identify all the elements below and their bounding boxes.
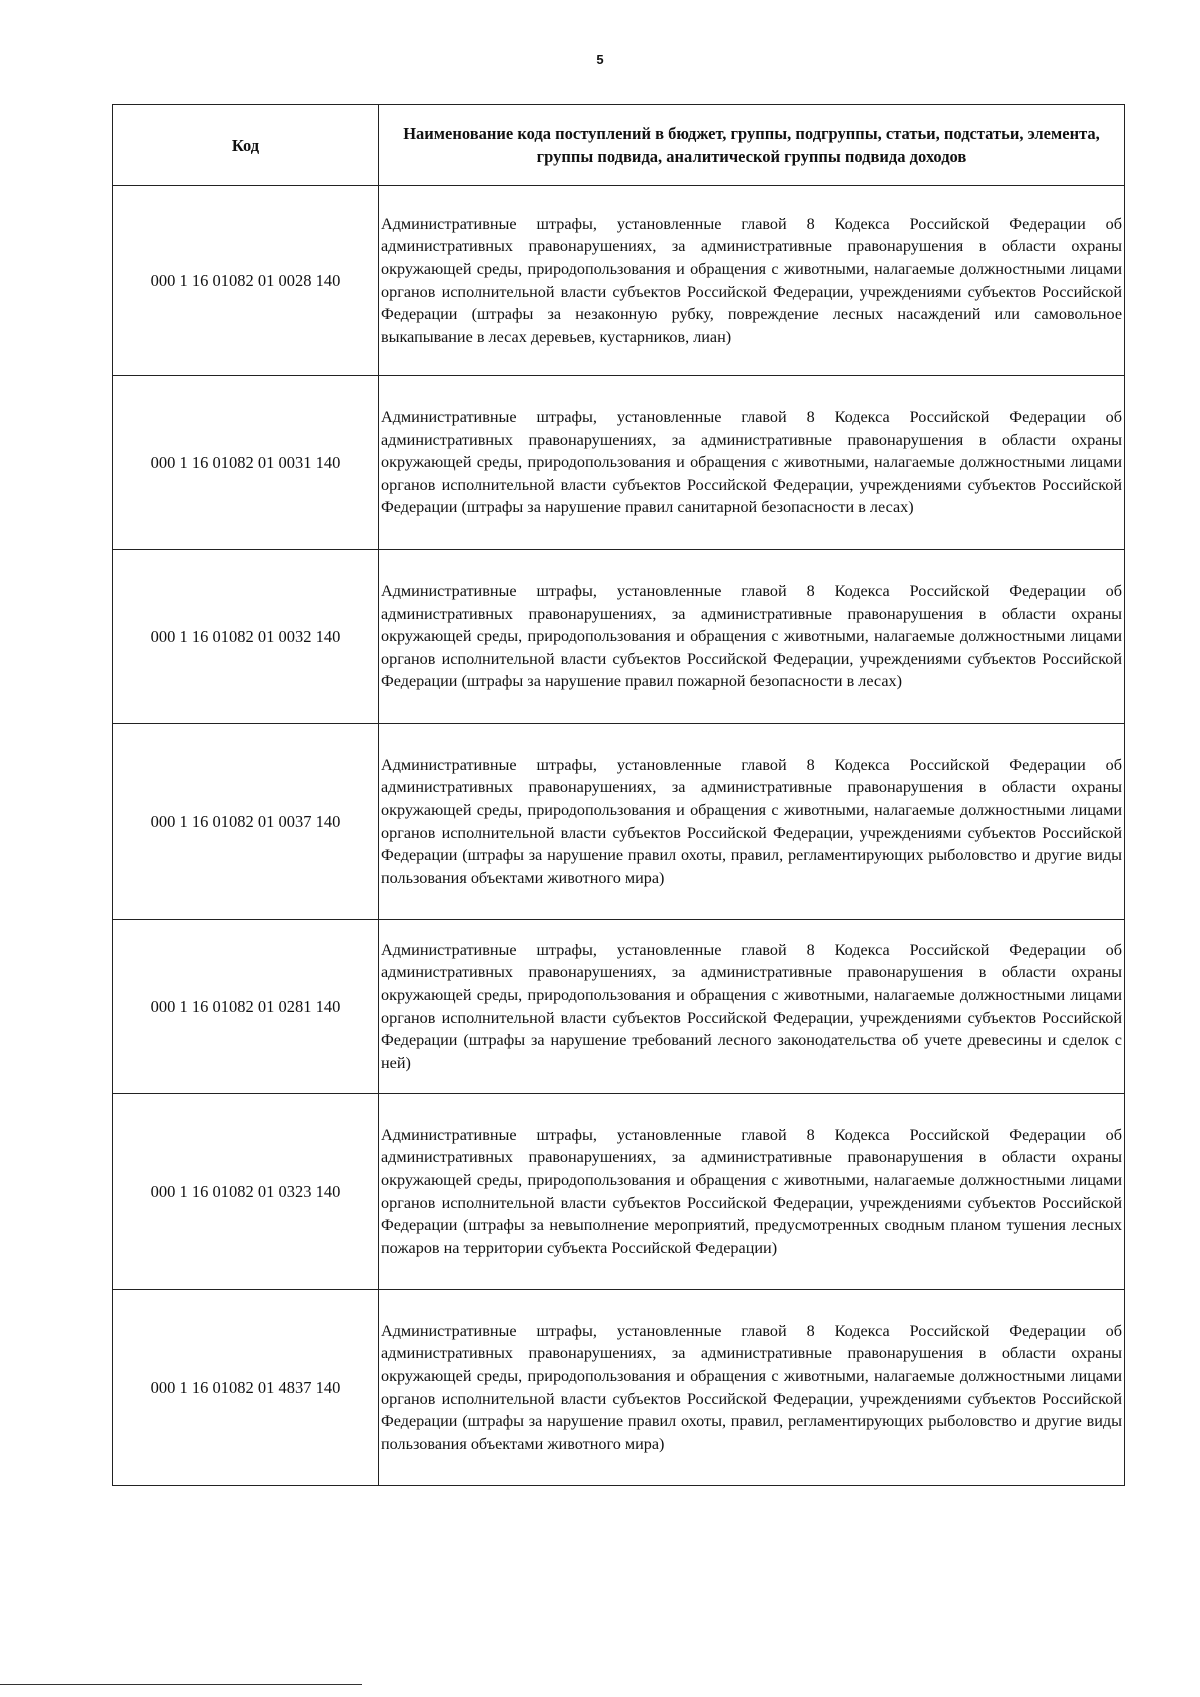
- row-description: Административные штрафы, установленные главой 8 Кодекса Российской Федерации об административных правонарушениях, за административные правонарушения в области охраны окружающей среды, природопользования и обращения с животными, налагаемые должностными лицами органов исполнительной власти субъектов Российской Федерации, учреждениями субъектов Российской Федерации (штрафы за нарушение правил санитарной безопасности в лесах): [379, 376, 1125, 550]
- row-description: Административные штрафы, установленные главой 8 Кодекса Российской Федерации об административных правонарушениях, за административные правонарушения в области охраны окружающей среды, природопользования и обращения с животными, налагаемые должностными лицами органов исполнительной власти субъектов Российской Федерации, учреждениями субъектов Российской Федерации (штрафы за нарушение правил охоты, правил, регламентирующих рыболовство и другие виды пользования объектами животного мира): [379, 1290, 1125, 1486]
- table-row: [113, 186, 1125, 376]
- budget-codes-table: [112, 104, 1125, 1486]
- row-description: Административные штрафы, установленные главой 8 Кодекса Российской Федерации об административных правонарушениях, за административные правонарушения в области охраны окружающей среды, природопользования и обращения с животными, налагаемые должностными лицами органов исполнительной власти субъектов Российской Федерации, учреждениями субъектов Российской Федерации (штрафы за незаконную рубку, повреждение лесных насаждений или самовольное выкапывание в лесах деревьев, кустарников, лиан): [379, 186, 1125, 376]
- table-row: [113, 550, 1125, 724]
- row-code: 000 1 16 01082 01 4837 140: [113, 1290, 379, 1486]
- header-name: Наименование кода поступлений в бюджет, группы, подгруппы, статьи, подстатьи, элемента, группы подвида, аналитической группы подвида доходов: [379, 105, 1125, 186]
- row-description: Административные штрафы, установленные главой 8 Кодекса Российской Федерации об административных правонарушениях, за административные правонарушения в области охраны окружающей среды, природопользования и обращения с животными, налагаемые должностными лицами органов исполнительной власти субъектов Российской Федерации, учреждениями субъектов Российской Федерации (штрафы за нарушение правил охоты, правил, регламентирующих рыболовство и другие виды пользования объектами животного мира): [379, 724, 1125, 920]
- table-row: [113, 1290, 1125, 1486]
- row-description: Административные штрафы, установленные главой 8 Кодекса Российской Федерации об административных правонарушениях, за административные правонарушения в области охраны окружающей среды, природопользования и обращения с животными, налагаемые должностными лицами органов исполнительной власти субъектов Российской Федерации, учреждениями субъектов Российской Федерации (штрафы за нарушение требований лесного законодательства об учете древесины и сделок с ней): [379, 920, 1125, 1094]
- header-code: Код: [113, 105, 379, 186]
- row-code: 000 1 16 01082 01 0281 140: [113, 920, 379, 1094]
- table-row: [113, 376, 1125, 550]
- footer-rule: [0, 1684, 362, 1685]
- table-header-row: [113, 105, 1125, 186]
- row-code: 000 1 16 01082 01 0037 140: [113, 724, 379, 920]
- table-row: [113, 1094, 1125, 1290]
- row-code: 000 1 16 01082 01 0323 140: [113, 1094, 379, 1290]
- row-code: 000 1 16 01082 01 0028 140: [113, 186, 379, 376]
- row-code: 000 1 16 01082 01 0032 140: [113, 550, 379, 724]
- row-code: 000 1 16 01082 01 0031 140: [113, 376, 379, 550]
- table-row: [113, 724, 1125, 920]
- row-description: Административные штрафы, установленные главой 8 Кодекса Российской Федерации об административных правонарушениях, за административные правонарушения в области охраны окружающей среды, природопользования и обращения с животными, налагаемые должностными лицами органов исполнительной власти субъектов Российской Федерации, учреждениями субъектов Российской Федерации (штрафы за нарушение правил пожарной безопасности в лесах): [379, 550, 1125, 724]
- row-description: Административные штрафы, установленные главой 8 Кодекса Российской Федерации об административных правонарушениях, за административные правонарушения в области охраны окружающей среды, природопользования и обращения с животными, налагаемые должностными лицами органов исполнительной власти субъектов Российской Федерации, учреждениями субъектов Российской Федерации (штрафы за невыполнение мероприятий, предусмотренных сводным планом тушения лесных пожаров на территории субъекта Российской Федерации): [379, 1094, 1125, 1290]
- page-number: 5: [596, 52, 604, 67]
- table-row: [113, 920, 1125, 1094]
